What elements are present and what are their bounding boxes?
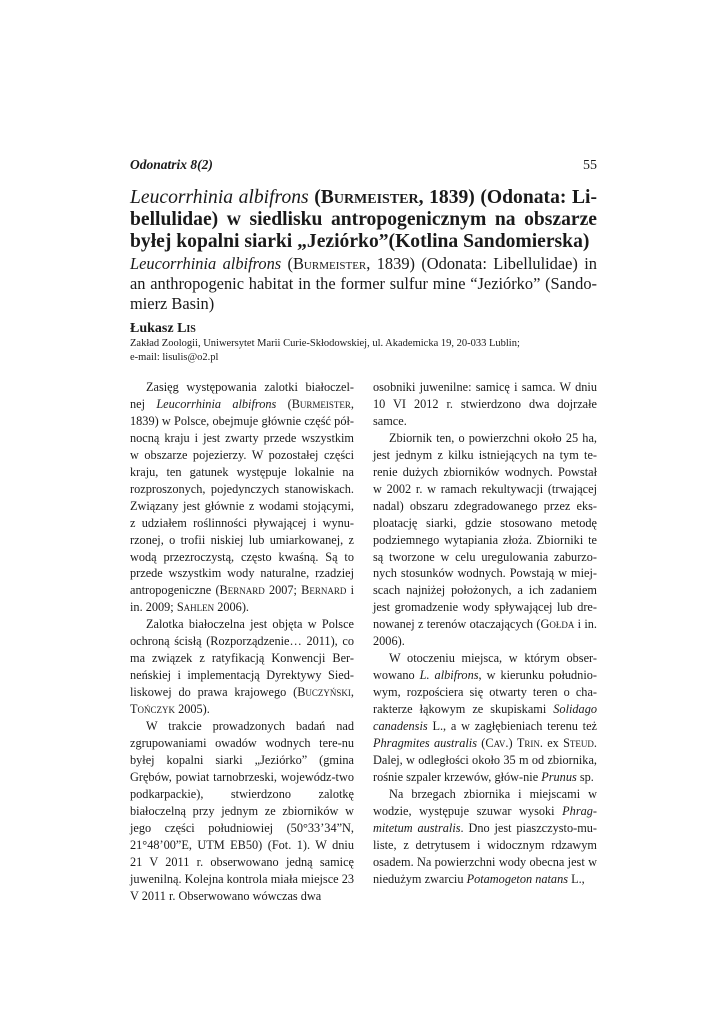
text-run: , w kierunku południo-wym, rozpościera się otwarty teren o cha-rakterze łąkowym ze skupiskami bbox=[373, 668, 597, 717]
title-text: , 1839) (Odonata: Libellulidae) in an anthropogenic habitat in the former sulfur mine “Jeziórko” (Sando-mierz Basin) bbox=[130, 254, 597, 313]
species-name: Solidago canadensis bbox=[373, 702, 597, 734]
title-text: ( bbox=[281, 254, 293, 273]
article-page bbox=[130, 157, 597, 903]
title-text: , 1839) (Odonata: Li-bellulidae) w siedlisku antropogenicznym na obszarze byłej kopalni siarki „Jeziórko”(Kotlina Sandomierska) bbox=[130, 187, 597, 252]
journal-name: Odonatrix 8(2) bbox=[130, 157, 213, 172]
text-run: ( bbox=[276, 396, 292, 411]
citation-author: Tończyk bbox=[130, 702, 176, 717]
text-run: i in. 2006). bbox=[373, 617, 597, 649]
text-run: L., bbox=[568, 871, 585, 886]
paragraph-continued: osobniki juwenilne: samicę i samca. W dniu 10 VI 2012 r. stwierdzono dwa dojrzałe samce. bbox=[373, 380, 597, 428]
citation-author: Gołda bbox=[540, 617, 575, 632]
body-columns bbox=[130, 379, 597, 905]
paragraph-surroundings bbox=[373, 650, 597, 786]
paragraph-shore bbox=[373, 786, 597, 888]
species-name: Phrag-mitetum australis bbox=[373, 803, 597, 835]
title-polish bbox=[130, 187, 597, 253]
text-run: Zbiornik ten, o powierzchni około 25 ha, jest jednym z kilku istniejących na tym te-renie dużych zbiorników wodnych. Powstał w 2002 r. w ramach rekultywacji (trwającej nadal) obszaru zdegradowanego przez eks-ploatację siarki, gdzie stosowano metodę podziemnego wytapiania złoża. Zbiorniki te są tworzone w celu uregulowania zaburzo-nych stosunków wodnych. Powstają w miej-scach najniżej położonych, a ich zadaniem jest gromadzenie wody spływającej lub dre-nowanej z terenów otaczających ( bbox=[373, 430, 597, 632]
text-run: ex bbox=[542, 736, 564, 751]
text-run: sp. bbox=[576, 769, 594, 784]
species-name: Prunus bbox=[541, 769, 577, 784]
citation-author: Steud. bbox=[563, 736, 597, 751]
species-name: Leucorrhinia albifrons bbox=[156, 396, 277, 411]
text-run: 2007; bbox=[264, 583, 302, 598]
text-run: Zasięg występowania zalotki białoczel-nej bbox=[130, 380, 354, 411]
species-name: Potamogeton natans bbox=[466, 871, 569, 886]
page-number: 55 bbox=[583, 158, 597, 173]
authority-name: Burmeister bbox=[293, 254, 367, 273]
citation-author: Trin. bbox=[516, 736, 543, 751]
species-name: L. albifrons bbox=[419, 668, 479, 683]
text-run: 2006). bbox=[214, 600, 249, 615]
text-run: . Dno jest piaszczysto-mu-liste, z detrytusem i widocznym rdzawym osadem. Na powierzchni wody obecna jest w niedużym zwarciu bbox=[373, 820, 597, 886]
citation-author: Cav. bbox=[485, 736, 509, 751]
text-run: , 1839) w Polsce, obejmuje głównie część pół-nocną kraju i jest zwarty przede wszystkim w obszarze pojezierzy. W pozostałej części kraju, ten gatunek występuje lokalnie na rozproszonych, pojedynczych stanowiskach. Związany jest głównie z wodami stojącymi, z udziałem roślinności pływającej i wynu-rzonej, o trofii niskiej lub umiarkowanej, z wodą przezroczystą, często kwaśną. Są to przede wszystkim wody naturalne, rzadziej antropogeniczne ( bbox=[130, 396, 354, 598]
text-run: ( bbox=[477, 736, 486, 751]
citation-author: Buczyński bbox=[297, 685, 351, 700]
author-email: e-mail: lisulis@o2.pl bbox=[130, 351, 219, 363]
text-run: 2005). bbox=[175, 702, 210, 717]
authority-name: Burmeister bbox=[320, 187, 419, 208]
paragraph-distribution bbox=[130, 379, 354, 616]
paragraph-observations: W trakcie prowadzonych badań nad zgrupowaniami owadów wodnych tere-nu byłej kopalni siarki „Jeziórko” (gmina Grębów, powiat tarnobrzeski, wojewódz-two podkarpackie), stwierdzono zalotkę białoczelną przy jednym ze zbiorników w jego części południowiej (50°33’34”N, 21°48’00”E, UTM EB50) (Fot. 1). W dniu 21 V 2011 r. obserwowano jedną samicę juwenilną. Kolejna kontrola miała miejsce 23 V 2011 r. Obserwowano wówczas dwa bbox=[130, 719, 355, 903]
author-name bbox=[130, 320, 597, 337]
paragraph-reservoir bbox=[373, 430, 597, 650]
species-name: Leucorrhinia albifrons bbox=[130, 254, 282, 273]
text-run: i in. 2009; bbox=[130, 583, 354, 615]
citation-author: Bernard bbox=[219, 583, 265, 598]
left-column bbox=[130, 379, 354, 905]
species-name: Phragmites australis bbox=[373, 736, 478, 751]
running-header bbox=[130, 157, 597, 179]
author-last-name: Lis bbox=[177, 321, 196, 337]
paragraph-protection bbox=[130, 616, 354, 718]
species-name: Leucorrhinia albifrons bbox=[130, 187, 309, 208]
author-first-name: Łukasz bbox=[130, 321, 178, 337]
text-run: W otoczeniu miejsca, w którym obser-wowano bbox=[373, 651, 597, 683]
text-run: Zalotka białoczelna jest objęta w Polsce ochroną ścisłą (Rozporządzenie… 2011), co ma związek z ratyfikacją Konwencji Ber-neńskiej i implementacją Dyrektywy Sied-liskowej do prawa krajowego ( bbox=[130, 617, 354, 700]
citation-author: Bernard bbox=[301, 583, 347, 598]
text-run: L., a w zagłębieniach terenu też bbox=[427, 719, 597, 734]
text-run: ) bbox=[508, 736, 517, 751]
title-english bbox=[130, 254, 597, 313]
text-run: , bbox=[350, 685, 354, 700]
author-affiliation: Zakład Zoologii, Uniwersytet Marii Curie-Skłodowskiej, ul. Akademicka 19, 20-033 Lublin; bbox=[130, 338, 520, 350]
text-run: Dalej, w odległości około 35 m od zbiornika, rośnie szpaler krzewów, głów-nie bbox=[373, 752, 597, 784]
right-column bbox=[373, 379, 597, 905]
citation-author: Sahlen bbox=[176, 600, 215, 615]
title-text: ( bbox=[308, 187, 321, 208]
citation-author: Burmeister bbox=[291, 396, 351, 411]
text-run: Na brzegach zbiornika i miejscami w wodzie, występuje szuwar wysoki bbox=[373, 786, 597, 818]
